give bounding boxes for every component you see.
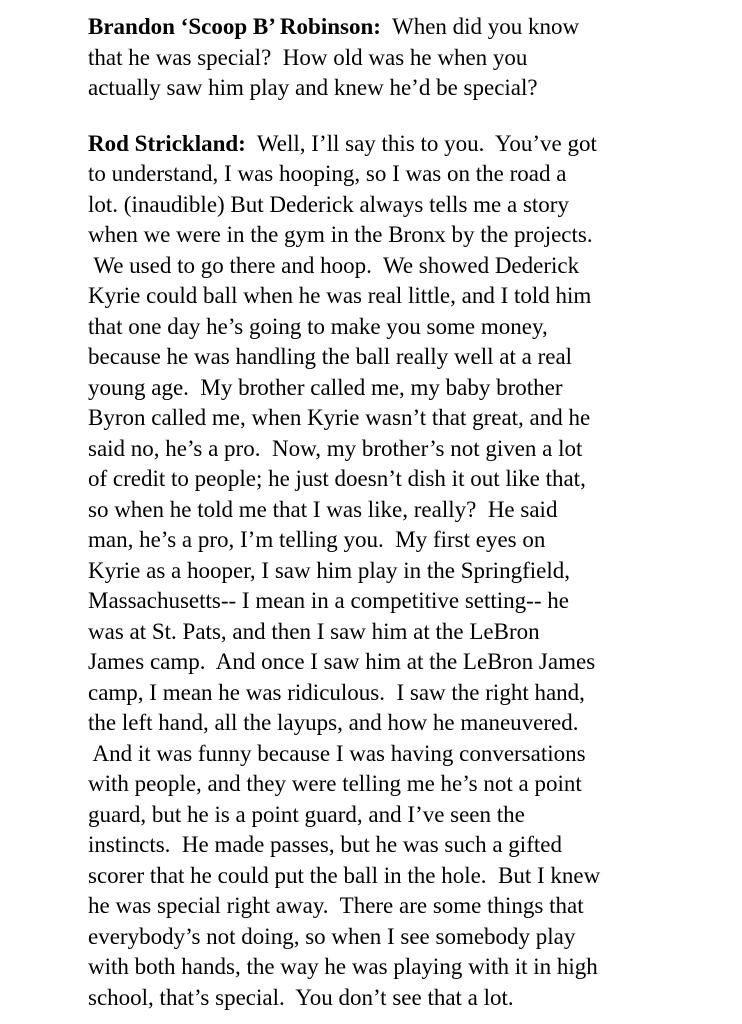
answer-paragraph bbox=[88, 129, 738, 1014]
answer-line: with people, and they were telling me he’s not a point bbox=[88, 771, 582, 796]
answer-line: that one day he’s going to make you some money, bbox=[88, 313, 548, 339]
answer-line: We used to go there and hoop. We showed Dederick bbox=[88, 252, 580, 278]
answer-line: to understand, I was hooping, so I was on the road a bbox=[88, 161, 567, 186]
answer-line: because he was handling the ball really well at a real bbox=[88, 344, 573, 369]
answer-line: he was special right away. There are some things that bbox=[88, 893, 584, 918]
answer-line: Byron called me, when Kyrie wasn’t that great, and he bbox=[88, 405, 591, 430]
answer-text: Well, I’ll say this to you. You’ve got bbox=[245, 130, 597, 156]
answer-line: scorer that he could put the ball in the hole. But I knew bbox=[88, 862, 601, 888]
transcript-page bbox=[88, 12, 738, 1013]
paragraph-gap bbox=[88, 104, 738, 129]
answer-line: with both hands, the way he was playing with it in high bbox=[88, 954, 598, 979]
answer-line: lot. (inaudible) But Dederick always tells me a story bbox=[88, 191, 569, 217]
answer-line: Massachusetts-- I mean in a competitive setting-- he bbox=[88, 588, 569, 613]
answer-line: man, he’s a pro, I’m telling you. My first eyes on bbox=[88, 527, 546, 552]
answer-line: school, that’s special. You don’t see that a lot. bbox=[88, 984, 514, 1010]
answer-line: And it was funny because I was having conversations bbox=[88, 740, 586, 766]
question-paragraph bbox=[88, 12, 738, 104]
answer-line: everybody’s not doing, so when I see somebody play bbox=[88, 923, 576, 949]
answer-line: young age. My brother called me, my baby brother bbox=[88, 374, 563, 400]
answer-line: said no, he’s a pro. Now, my brother’s not given a lot bbox=[88, 435, 583, 461]
answer-line: camp, I mean he was ridiculous. I saw the right hand, bbox=[88, 679, 585, 705]
question-line-2: that he was special? How old was he when you bbox=[88, 44, 528, 70]
answer-line: Kyrie as a hooper, I saw him play in the Springfield, bbox=[88, 557, 570, 583]
answer-line: instincts. He made passes, but he was such a gifted bbox=[88, 832, 562, 857]
answer-line: Kyrie could ball when he was real little, and I told him bbox=[88, 283, 592, 308]
question-text: When did you know bbox=[380, 14, 580, 39]
answer-line-1 bbox=[88, 129, 738, 160]
answer-line: of credit to people; he just doesn’t dish it out like that, bbox=[88, 466, 586, 491]
question-line-1 bbox=[88, 12, 738, 43]
answer-line: so when he told me that I was like, really? He said bbox=[88, 496, 558, 522]
answer-line: the left hand, all the layups, and how he maneuvered. bbox=[88, 710, 579, 735]
answer-line: was at St. Pats, and then I saw him at the LeBron bbox=[88, 618, 540, 644]
answer-line: when we were in the gym in the Bronx by the projects. bbox=[88, 222, 593, 247]
answer-line: guard, but he is a point guard, and I’ve seen the bbox=[88, 801, 525, 827]
answer-speaker: Rod Strickland: bbox=[88, 130, 246, 156]
question-speaker: Brandon ‘Scoop B’ Robinson: bbox=[88, 14, 381, 39]
answer-line: James camp. And once I saw him at the LeBron James bbox=[88, 649, 596, 674]
question-line-3: actually saw him play and knew he’d be special? bbox=[88, 75, 538, 100]
